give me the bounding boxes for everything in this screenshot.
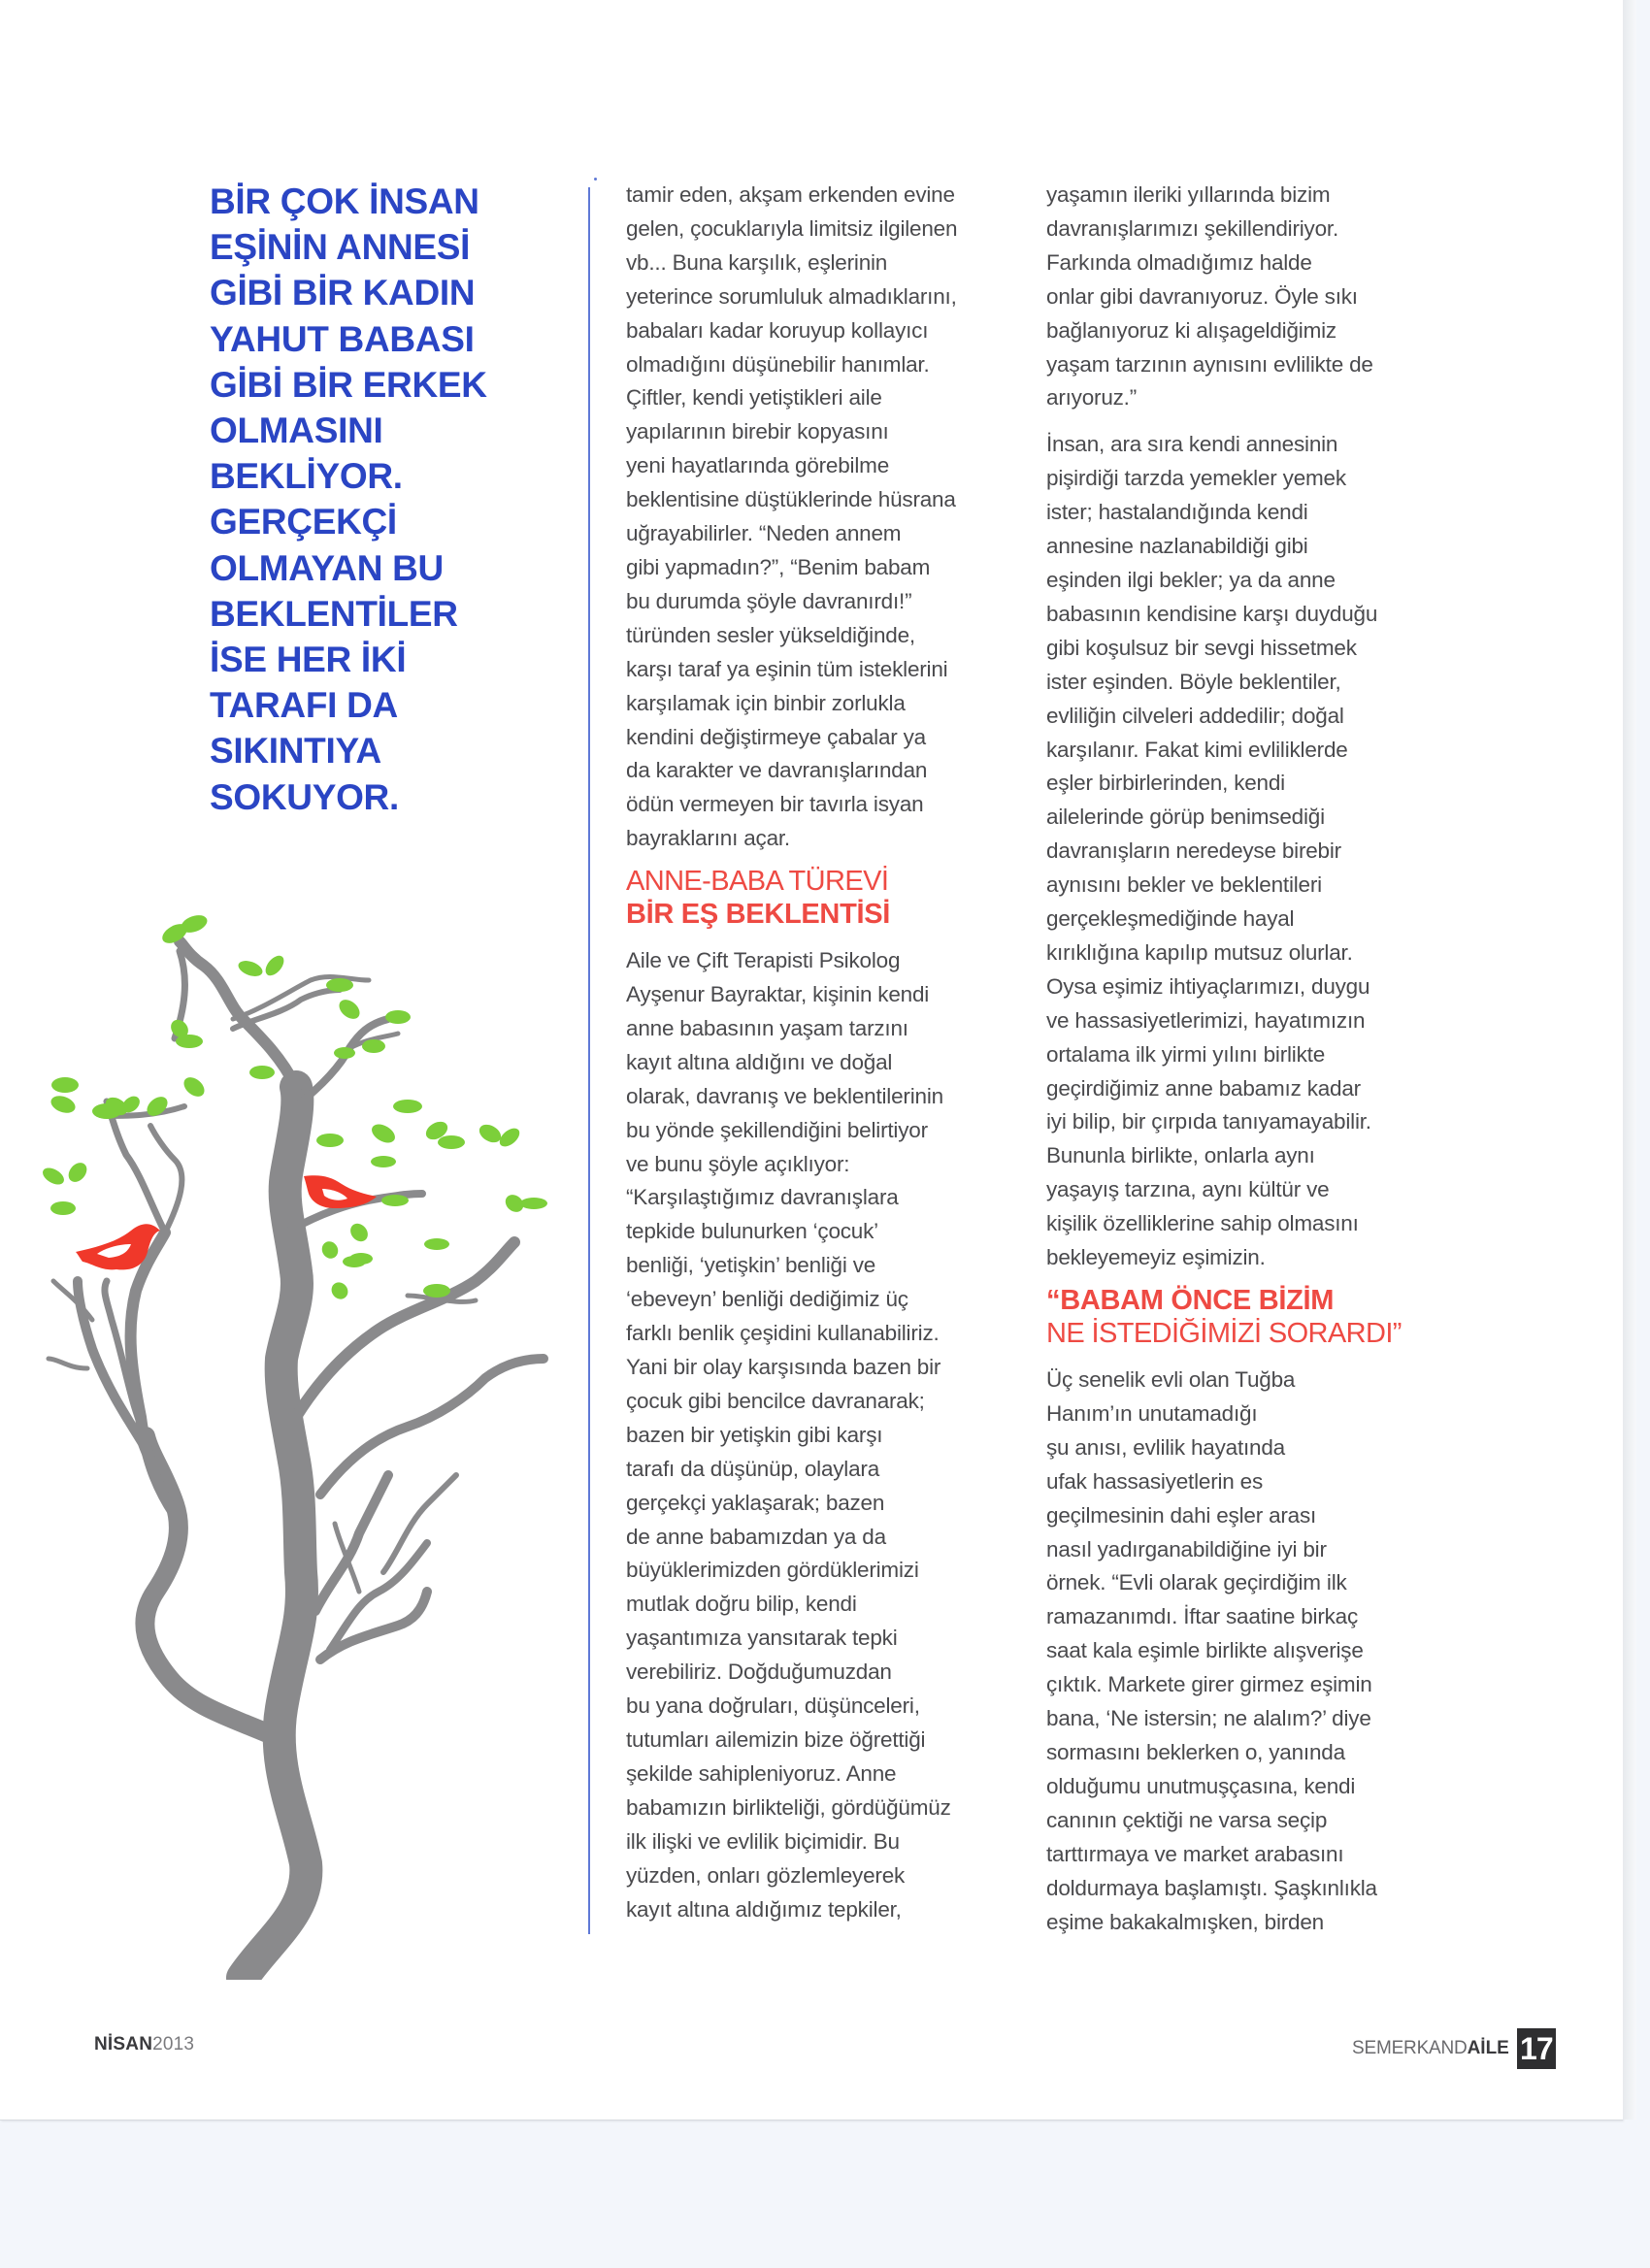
pull-quote-line: İSE HER İKİ: [210, 640, 407, 680]
text-line: anne babasının yaşam tarzını: [626, 1015, 908, 1040]
text-line: Oysa eşimiz ihtiyaçlarımızı, duygu: [1046, 973, 1370, 999]
text-line: da karakter ve davranışlarından: [626, 758, 928, 783]
tree-with-birds-icon: [39, 912, 582, 1980]
pull-quote-line: GİBİ BİR KADIN: [210, 273, 476, 313]
text-line: büyüklerimizden gördüklerimizi: [626, 1558, 919, 1583]
paragraph: [1046, 1364, 1473, 1939]
text-line: yaşantımıza yansıtarak tepki: [626, 1626, 898, 1651]
text-line: “Karşılaştığımız davranışlara: [626, 1185, 899, 1210]
text-line: doldurmaya başlamıştı. Şaşkınlıkla: [1046, 1875, 1377, 1900]
paragraph: [1046, 179, 1473, 415]
text-line: şekilde sahipleniyoruz. Anne: [626, 1760, 897, 1786]
text-line: davranışların neredeyse birebir: [1046, 838, 1341, 864]
paragraph: [1046, 428, 1473, 1275]
text-line: mutlak doğru bilip, kendi: [626, 1592, 857, 1617]
text-line: iyi bilip, bir çırpıda tanıyamayabilir.: [1046, 1109, 1371, 1134]
column-divider: [588, 187, 590, 1934]
pull-quote-line: BEKLENTİLER: [210, 593, 458, 634]
text-line: Aile ve Çift Terapisti Psikolog: [626, 948, 901, 973]
issue-year: 2013: [152, 2034, 195, 2054]
text-line: bağlanıyoruz ki alışageldiğimiz: [1046, 317, 1336, 343]
text-line: bazen bir yetişkin gibi karşı: [626, 1422, 883, 1447]
issue-date: [94, 2034, 194, 2055]
text-line: ‘ebeveyn’ benliği dediğimiz üç: [626, 1287, 908, 1312]
text-line: bekleyemeyiz eşimizin.: [1046, 1245, 1266, 1270]
pull-quote-line: EŞİNİN ANNESİ: [210, 227, 471, 268]
text-line: çocuk gibi bencilce davranarak;: [626, 1388, 925, 1413]
text-line: yapılarının birebir kopyasını: [626, 419, 889, 444]
text-line: olmadığını düşünebilir hanımlar.: [626, 351, 930, 377]
text-line: bayraklarını açar.: [626, 826, 790, 851]
text-line: ufak hassasiyetlerin es: [1046, 1468, 1264, 1494]
text-line: Hanım’ın unutamadığı: [1046, 1400, 1258, 1426]
text-line: ister; hastalandığında kendi: [1046, 500, 1308, 525]
pull-quote-line: BİR ÇOK İNSAN: [210, 181, 479, 221]
paragraph: [626, 944, 1053, 1926]
text-line: bu yönde şekillendiğini belirtiyor: [626, 1117, 928, 1142]
pull-quote-line: SIKINTIYA: [210, 731, 381, 772]
text-line: şu anısı, evlilik hayatında: [1046, 1434, 1285, 1460]
text-line: tutumları ailemizin bize öğrettiği: [626, 1726, 926, 1752]
pull-quote-line: YAHUT BABASI: [210, 318, 475, 359]
text-line: nasıl yadırganabildiğine iyi bir: [1046, 1536, 1327, 1561]
page-number: 17: [1517, 2028, 1556, 2069]
text-line: onlar gibi davranıyoruz. Öyle sıkı: [1046, 283, 1358, 309]
text-line: Yani bir olay karşısında bazen bir: [626, 1355, 941, 1379]
text-line: bana, ‘Ne istersin; ne alalım?’ diye: [1046, 1706, 1371, 1731]
text-line: Ayşenur Bayraktar, kişinin kendi: [626, 982, 930, 1007]
text-line: ödün vermeyen bir tavırla isyan: [626, 792, 924, 817]
text-line: olarak, davranış ve beklentilerinin: [626, 1083, 943, 1108]
brand-name-light: SEMERKAND: [1352, 2038, 1468, 2058]
article-column-2: [1046, 179, 1473, 1939]
text-line: geçirdiğimiz anne babamız kadar: [1046, 1075, 1361, 1101]
text-line: beklentisine düştüklerinde hüsrana: [626, 487, 956, 512]
text-line: ortalama ilk yirmi yılını birlikte: [1046, 1041, 1326, 1067]
text-line: ve bunu şöyle açıklıyor:: [626, 1151, 850, 1176]
pull-quote-line: OLMASINI: [210, 411, 383, 451]
text-line: eşler birbirlerinden, kendi: [1046, 771, 1285, 796]
text-line: yaşamın ileriki yıllarında bizim: [1046, 182, 1331, 207]
text-line: yüzden, onları gözlemleyerek: [626, 1862, 906, 1888]
text-line: sormasını beklerken o, yanında: [1046, 1739, 1345, 1764]
text-line: farklı benlik çeşidini kullanabiliriz.: [626, 1321, 940, 1346]
text-line: de anne babamızdan ya da: [626, 1524, 886, 1549]
text-line: aynısını bekler ve beklentileri: [1046, 872, 1322, 898]
text-line: canının çektiği ne varsa seçip: [1046, 1807, 1328, 1832]
text-line: uğrayabilirler. “Neden annem: [626, 521, 902, 546]
text-line: tarafı da düşünüp, olaylara: [626, 1456, 880, 1481]
text-line: bu durumda şöyle davranırdı!”: [626, 588, 912, 613]
text-line: eşinden ilgi bekler; ya da anne: [1046, 567, 1336, 592]
text-line: gibi koşulsuz bir sevgi hissetmek: [1046, 635, 1357, 660]
text-line: olduğumu unutmuşçasına, kendi: [1046, 1773, 1356, 1798]
text-line: türünden sesler yükseldiğinde,: [626, 622, 915, 647]
text-line: annesine nazlanabildiği gibi: [1046, 534, 1308, 559]
text-line: çıktık. Markete girer girmez eşimin: [1046, 1672, 1372, 1697]
pull-quote-line: GİBİ BİR ERKEK: [210, 364, 487, 405]
text-line: karşılanır. Fakat kimi evliliklerde: [1046, 737, 1348, 762]
text-line: verebiliriz. Doğduğumuzdan: [626, 1660, 892, 1685]
text-line: bu yana doğruları, düşünceleri,: [626, 1693, 920, 1719]
pull-quote-line: OLMAYAN BU: [210, 547, 444, 588]
text-line: eşime bakakalmışken, birden: [1046, 1909, 1324, 1934]
text-line: vb... Buna karşılık, eşlerinin: [626, 249, 888, 275]
text-line: benliği, ‘yetişkin’ benliği ve: [626, 1253, 876, 1278]
pull-quote-line: SOKUYOR.: [210, 776, 399, 817]
text-line: gibi yapmadın?”, “Benim babam: [626, 554, 931, 579]
text-line: gerçekleşmediğinde hayal: [1046, 906, 1295, 932]
text-line: evliliğin cilveleri addedilir; doğal: [1046, 703, 1344, 728]
text-line: tepkide bulunurken ‘çocuk’: [626, 1219, 878, 1244]
magazine-brand: [1352, 2028, 1556, 2069]
subheading-light: ANNE-BABA TÜREVİ: [626, 866, 889, 898]
subheading-bold: “BABAM ÖNCE BİZİM: [1046, 1285, 1335, 1316]
issue-month: NİSAN: [94, 2034, 153, 2054]
text-line: kişilik özelliklerine sahip olmasını: [1046, 1211, 1359, 1236]
text-line: Farkında olmadığımız halde: [1046, 249, 1312, 275]
pull-quote-line: GERÇEKÇİ: [210, 502, 397, 542]
text-line: geçilmesinin dahi eşler arası: [1046, 1502, 1317, 1528]
text-line: arıyoruz.”: [1046, 385, 1138, 411]
text-line: kırıklığına kapılıp mutsuz olurlar.: [1046, 939, 1353, 965]
text-line: İnsan, ara sıra kendi annesinin: [1046, 432, 1338, 457]
text-line: Bununla birlikte, onlarla aynı: [1046, 1143, 1315, 1168]
text-line: kayıt altına aldığını ve doğal: [626, 1049, 893, 1074]
text-line: gerçekçi yaklaşarak; bazen: [626, 1490, 885, 1515]
pull-quote-line: TARAFI DA: [210, 685, 398, 726]
text-line: tamir eden, akşam erkenden evine: [626, 182, 955, 207]
text-line: ister eşinden. Böyle beklentiler,: [1046, 669, 1341, 694]
text-line: yaşam tarzının aynısını evlilikte de: [1046, 351, 1373, 377]
subheading-light: NE İSTEDİĞİMİZİ SORARDI”: [1046, 1318, 1402, 1349]
text-line: yeni hayatlarında görebilme: [626, 453, 890, 478]
subheading-bold: BİR EŞ BEKLENTİSİ: [626, 899, 891, 931]
text-line: ailelerinde görüp benimsediği: [1046, 805, 1325, 830]
column-divider-dot: [594, 178, 597, 181]
text-line: yeterince sorumluluk almadıklarını,: [626, 283, 957, 309]
text-line: babamızın birlikteliği, gördüğümüz: [626, 1794, 951, 1820]
text-line: Çiftler, kendi yetiştikleri aile: [626, 385, 882, 411]
text-line: ve hassasiyetlerimizi, hayatımızın: [1046, 1007, 1366, 1033]
text-line: ramazanımdı. İftar saatine birkaç: [1046, 1604, 1359, 1629]
pull-quote: [210, 179, 578, 820]
brand-name-bold: AİLE: [1467, 2038, 1509, 2058]
text-line: babaları kadar koruyup kollayıcı: [626, 317, 929, 343]
page-spine-edge: [1623, 0, 1636, 2120]
text-line: babasının kendisine karşı duyduğu: [1046, 601, 1378, 626]
text-line: ilk ilişki ve evlilik biçimidir. Bu: [626, 1828, 900, 1854]
paragraph: [626, 179, 1053, 856]
text-line: tarttırmaya ve market arabasını: [1046, 1841, 1344, 1866]
text-line: yaşayış tarzına, aynı kültür ve: [1046, 1177, 1330, 1202]
text-line: davranışlarımızı şekillendiriyor.: [1046, 215, 1339, 241]
text-line: kendini değiştirmeye çabalar ya: [626, 724, 926, 749]
text-line: karşılamak için binbir zorlukla: [626, 690, 906, 715]
text-line: gelen, çocuklarıyla limitsiz ilgilenen: [626, 215, 958, 241]
section-subheading: [626, 865, 1053, 931]
text-line: kayıt altına aldığımız tepkiler,: [626, 1896, 902, 1922]
text-line: saat kala eşimle birlikte alışverişe: [1046, 1638, 1364, 1663]
text-line: karşı taraf ya eşinin tüm isteklerini: [626, 656, 948, 681]
text-line: Üç senelik evli olan Tuğba: [1046, 1367, 1296, 1392]
pull-quote-line: BEKLİYOR.: [210, 456, 403, 497]
article-column-1: [626, 179, 1053, 1926]
text-line: pişirdiği tarzda yemekler yemek: [1046, 466, 1346, 491]
text-line: örnek. “Evli olarak geçirdiğim ilk: [1046, 1570, 1347, 1595]
section-subheading: [1046, 1284, 1473, 1350]
